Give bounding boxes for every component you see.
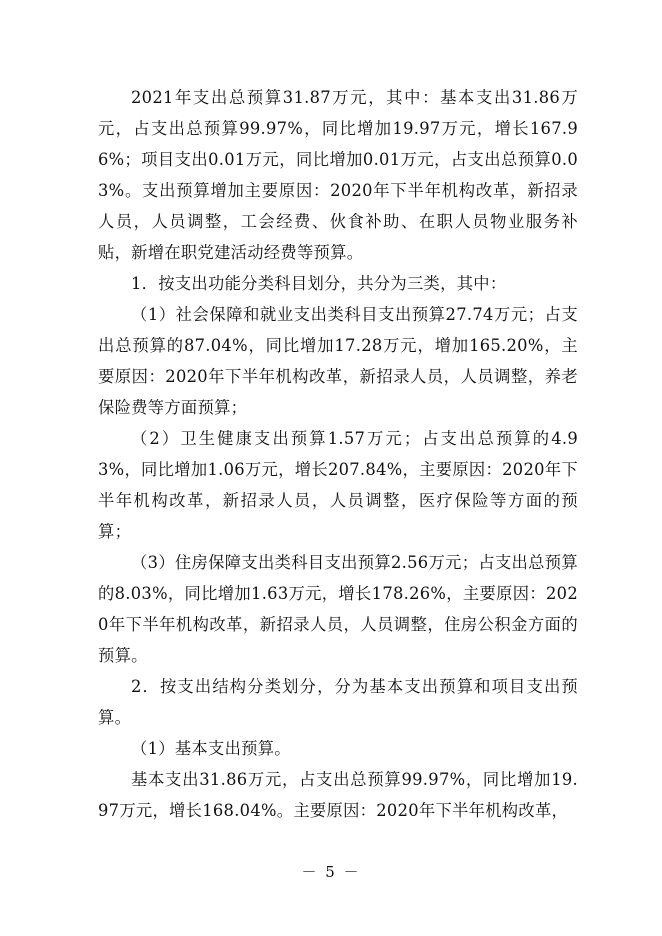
health-paragraph: （2）卫生健康支出预算1.57万元；占支出总预算的4.93%，同比增加1.06万元，增长207.84%，主要原因：2020年下半年机构改革，新招录人员，人员调整，医疗保险等方面的预算； [98,429,578,541]
page-number: － 5 － [301,863,361,881]
functional-classification-heading: 1．按支出功能分类科目划分，共分为三类，其中： [131,274,507,293]
housing-paragraph: （3）住房保障支出类科目支出预算2.56万元；占支出总预算的8.03%，同比增加1.63万元，增长178.26%，主要原因：2020年下半年机构改革，新招录人员，人员调整，住房公积金方面的预算。 [98,553,578,665]
social-security-paragraph: （1）社会保障和就业支出类科目支出预算27.74万元；占支出总预算的87.04%，同比增加17.28万元，增加165.20%，主要原因：2020年下半年机构改革，新招录人员，人员调整，养老保险费等方面预算； [98,305,578,417]
budget-summary-paragraph: 2021年支出总预算31.87万元，其中：基本支出31.86万元，占支出总预算99.97%，同比增加19.97万元，增长167.96%；项目支出0.01万元，同比增加0.01万元，占支出总预算0.03%。支出预算增加主要原因：2020年下半年机构改革，新招录人员，人员调整，工会经费、伙食补助、在职人员物业服务补贴，新增在职党建活动经费等预算。 [98,88,578,262]
structure-classification-heading: 2．按支出结构分类划分，分为基本支出预算和项目支出预算。 [98,677,578,727]
basic-expenditure-paragraph: 基本支出31.86万元，占支出总预算99.97%，同比增加19.97万元，增长168.04%。主要原因：2020年下半年机构改革， [98,770,578,820]
document-body [98,82,578,826]
basic-expenditure-heading: （1）基本支出预算。 [131,739,291,758]
